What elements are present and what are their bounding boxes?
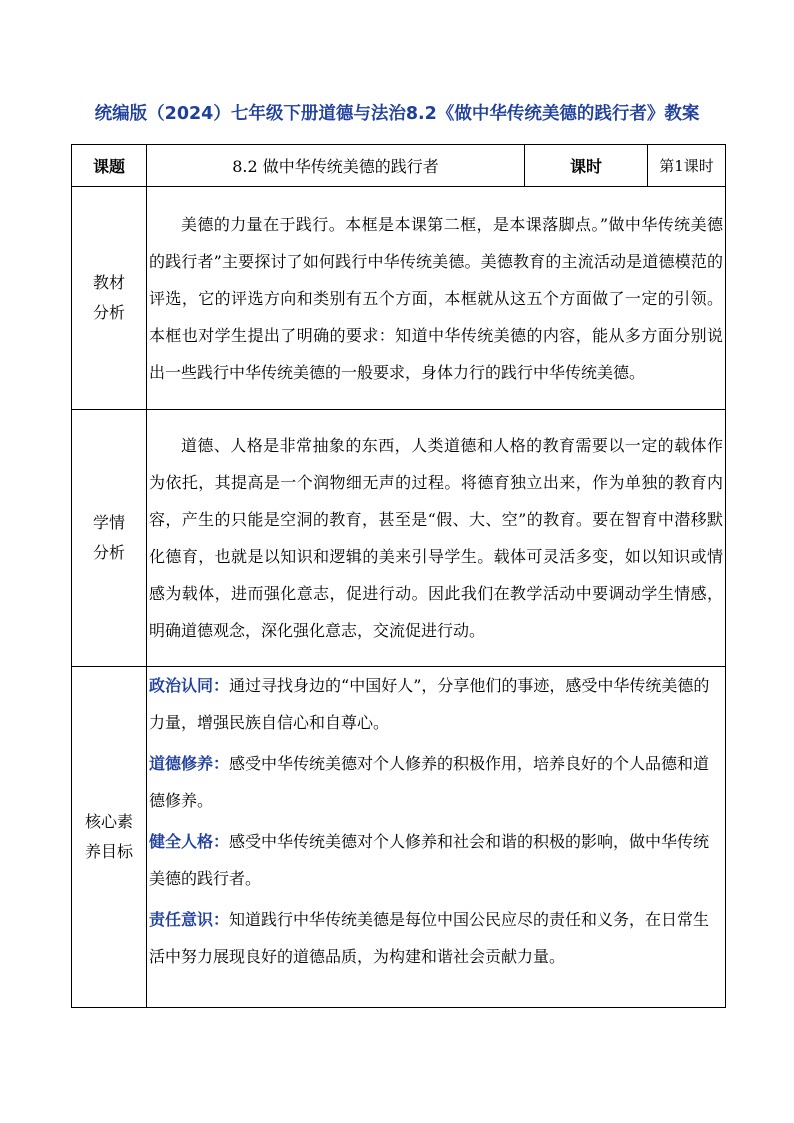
- goal-item: [149, 823, 723, 897]
- goal-key: 责任意识：: [149, 910, 230, 929]
- goal-item: [149, 745, 723, 819]
- core-goals-label: [72, 667, 147, 1008]
- goal-text: 知道践行中华传统美德是每位中国公民应尽的责任和义务，在日常生活中努力展现良好的道德品质，为构建和谐社会贡献力量。: [149, 910, 710, 966]
- textbook-analysis-row: [72, 187, 726, 410]
- period-value: 第1课时: [648, 145, 726, 187]
- goal-text: 通过寻找身边的“中国好人”，分享他们的事迹，感受中华传统美德的力量，增强民族自信心和自尊心。: [149, 676, 710, 732]
- textbook-analysis-label-line2: 分析: [92, 303, 125, 322]
- goal-key: 道德修养：: [149, 754, 230, 773]
- student-analysis-label-line1: 学情: [92, 513, 125, 532]
- goal-item: [149, 667, 723, 741]
- textbook-analysis-label-line1: 教材: [92, 273, 125, 292]
- goal-item: [149, 901, 723, 975]
- student-analysis-text: 道德、人格是非常抽象的东西，人类道德和人格的教育需要以一定的载体作为依托，其提高是一个润物细无声的过程。将德育独立出来，作为单独的教育内容，产生的只能是空洞的教育，甚至是“假、大、空”的教育。要在智育中潜移默化德育，也就是以知识和逻辑的美来引导学生。载体可灵活多变，如以知识或情感为载体，进而强化意志，促进行动。因此我们在教学活动中要调动学生情感，明确道德观念，深化强化意志，交流促进行动。: [149, 436, 723, 640]
- document-title: 统编版（2024）七年级下册道德与法治8.2《做中华传统美德的践行者》教案: [94, 104, 700, 124]
- textbook-analysis-content: [147, 187, 726, 410]
- goal-text: 感受中华传统美德对个人修养和社会和谐的积极的影响，做中华传统美德的践行者。: [149, 832, 710, 888]
- textbook-analysis-label: [72, 187, 147, 410]
- student-analysis-content: [147, 410, 726, 667]
- goal-key: 健全人格：: [149, 832, 230, 851]
- student-analysis-label-line2: 分析: [92, 543, 125, 562]
- core-goals-content: [147, 667, 726, 1008]
- lesson-label: 课题: [72, 145, 147, 187]
- textbook-analysis-text: 美德的力量在于践行。本框是本课第二框，是本课落脚点。”做中华传统美德的践行者”主要探讨了如何践行中华传统美德。美德教育的主流活动是道德模范的评选，它的评选方向和类别有五个方面，本框就从这五个方面做了一定的引领。本框也对学生提出了明确的要求：知道中华传统美德的内容，能从多方面分别说出一些践行中华传统美德的一般要求，身体力行的践行中华传统美德。: [149, 214, 723, 382]
- core-goals-label-line1: 核心素: [84, 812, 133, 831]
- goal-text: 感受中华传统美德对个人修养的积极作用，培养良好的个人品德和道德修养。: [149, 754, 710, 810]
- lesson-plan-table: [71, 144, 726, 1008]
- period-label: 课时: [525, 145, 648, 187]
- core-goals-row: [72, 667, 726, 1008]
- goal-key: 政治认同：: [149, 676, 230, 695]
- header-row: [72, 145, 726, 187]
- core-goals-label-line2: 养目标: [84, 842, 133, 861]
- student-analysis-row: [72, 410, 726, 667]
- lesson-name: 8.2 做中华传统美德的践行者: [147, 145, 525, 187]
- student-analysis-label: [72, 410, 147, 667]
